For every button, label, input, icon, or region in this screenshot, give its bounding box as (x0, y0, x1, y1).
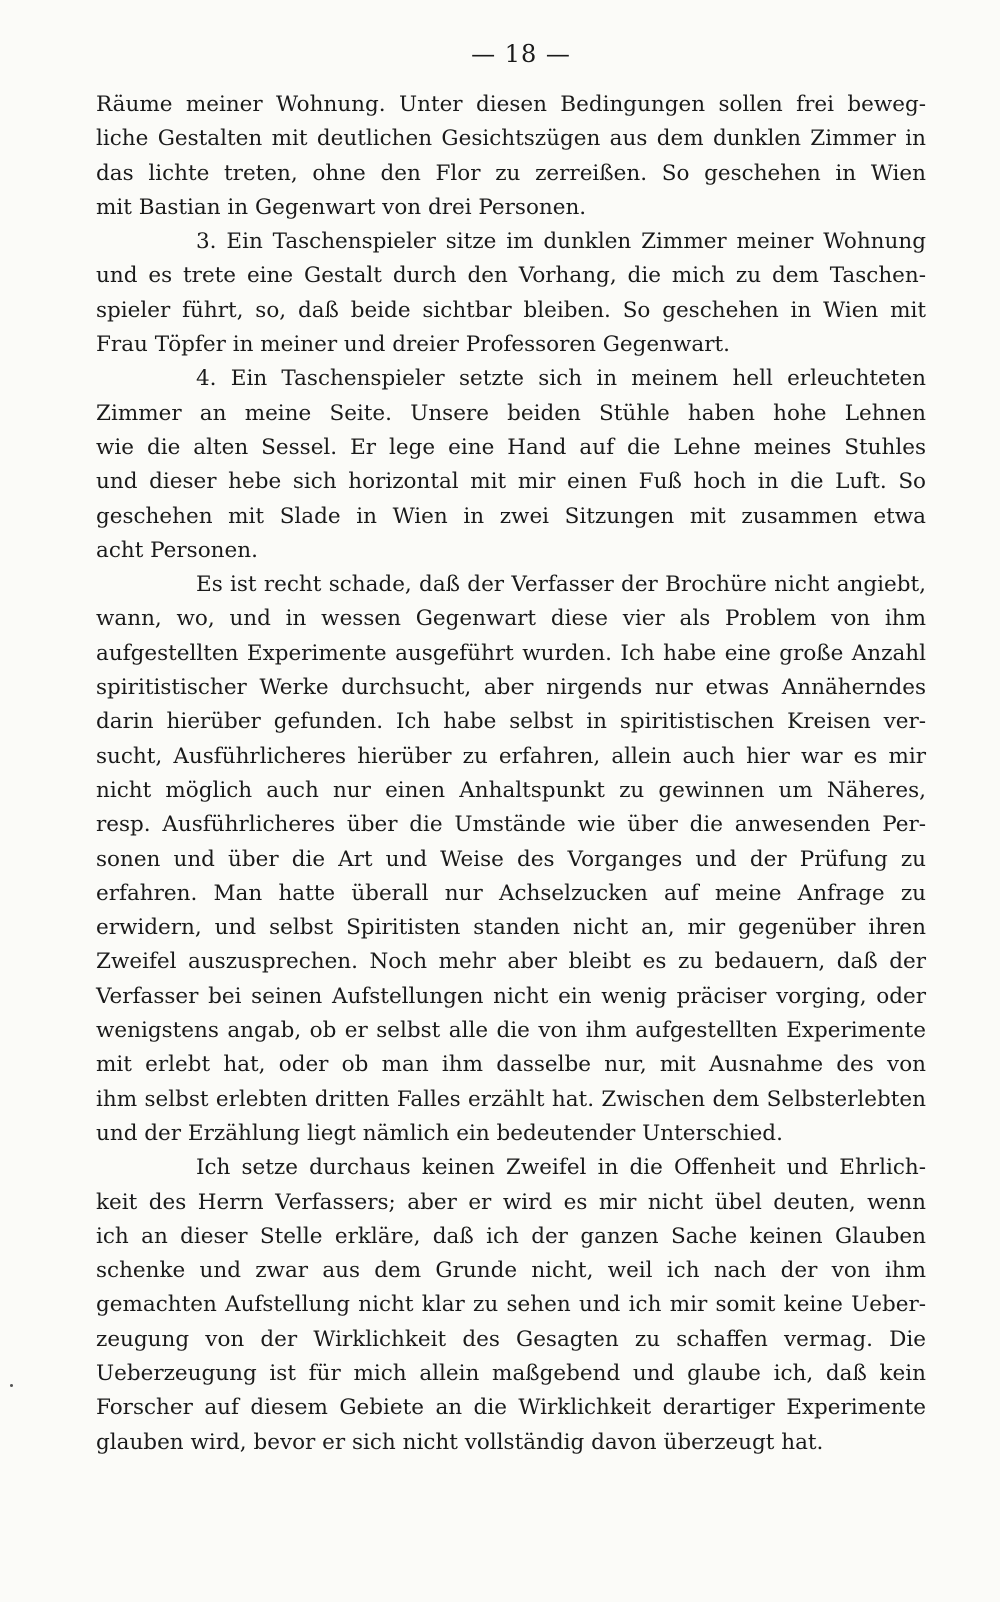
text-line: Räume meiner Wohnung. Unter diesen Bedingungen sollen frei beweg- (96, 92, 926, 117)
text-line: glauben wird, bevor er sich nicht vollständig davon überzeugt hat. (96, 1429, 824, 1455)
text-line: Zimmer an meine Seite. Unsere beiden Stühle haben hohe Lehnen (96, 400, 926, 426)
text-line: erfahren. Man hatte überall nur Achselzucken auf meine Anfrage zu (96, 880, 926, 906)
text-line: sonen und über die Art und Weise des Vorganges und der Prüfung zu (96, 846, 926, 872)
text-line: schenke und zwar aus dem Grunde nicht, weil ich nach der von ihm (96, 1258, 926, 1284)
text-line: wann, wo, und in wessen Gegenwart diese vier als Problem von ihm (96, 606, 926, 632)
text-line: und der Erzählung liegt nämlich ein bedeutender Unterschied. (96, 1120, 783, 1146)
text-line: mit Bastian in Gegenwart von drei Personen. (96, 194, 587, 220)
text-line: spieler führt, so, daß beide sichtbar bleiben. So geschehen in Wien mit (96, 297, 926, 323)
text-line: Ich setze durchaus keinen Zweifel in die Offenheit und Ehrlich- (196, 1155, 926, 1181)
text-line: geschehen mit Slade in Wien in zwei Sitzungen mit zusammen etwa (96, 503, 926, 529)
text-line: wenigstens angab, ob er selbst alle die von ihm aufgestellten Experimente (96, 1018, 926, 1044)
text-line: 4. Ein Taschenspieler setzte sich in meinem hell erleuchteten (196, 366, 926, 392)
text-line: nicht möglich auch nur einen Anhaltspunkt zu gewinnen um Näheres, (96, 777, 926, 803)
text-line: zeugung von der Wirklichkeit des Gesagten zu schaffen vermag. Die (96, 1326, 926, 1352)
text-line: resp. Ausführlicheres über die Umstände wie über die anwesenden Per- (96, 812, 926, 838)
text-line: Forscher auf diesem Gebiete an die Wirklichkeit derartiger Experimente (96, 1395, 926, 1421)
text-line: mit erlebt hat, oder ob man ihm dasselbe nur, mit Ausnahme des von (96, 1052, 926, 1078)
text-line: und es trete eine Gestalt durch den Vorhang, die mich zu dem Taschen- (96, 263, 926, 289)
text-line: erwidern, und selbst Spiritisten standen nicht an, mir gegenüber ihren (96, 915, 926, 941)
text-line: gemachten Aufstellung nicht klar zu sehen und ich mir somit keine Ueber- (96, 1292, 926, 1318)
text-line: aufgestellten Experimente ausgeführt wurden. Ich habe eine große Anzahl (96, 640, 926, 666)
text-line: Zweifel auszusprechen. Noch mehr aber bleibt es zu bedauern, daß der (96, 949, 926, 975)
text-line: ihm selbst erlebten dritten Falles erzählt hat. Zwischen dem Selbsterlebten (96, 1086, 926, 1112)
text-line: acht Personen. (96, 537, 258, 563)
text-line: Frau Töpfer in meiner und dreier Professoren Gegenwart. (96, 332, 730, 358)
text-line: ich an dieser Stelle erkläre, daß ich der ganzen Sache keinen Glauben (96, 1223, 926, 1249)
page-number: — 18 — (471, 40, 571, 68)
text-line: wie die alten Sessel. Er lege eine Hand auf die Lehne meines Stuhles (96, 434, 926, 460)
scan-speck (10, 1384, 13, 1387)
text-line: spiritistischer Werke durchsucht, aber nirgends nur etwas Annäherndes (96, 675, 926, 701)
text-line: sucht, Ausführlicheres hierüber zu erfahren, allein auch hier war es mir (96, 743, 926, 769)
text-line: liche Gestalten mit deutlichen Gesichtszügen aus dem dunklen Zimmer in (96, 126, 926, 152)
text-line: Ueberzeugung ist für mich allein maßgebend und glaube ich, daß kein (96, 1360, 926, 1386)
text-line: Es ist recht schade, daß der Verfasser der Brochüre nicht angiebt, (196, 572, 926, 598)
page-body (96, 40, 926, 1460)
text-line: Verfasser bei seinen Aufstellungen nicht ein wenig präciser vorging, oder (96, 983, 926, 1009)
text-line: und dieser hebe sich horizontal mit mir einen Fuß hoch in die Luft. So (96, 469, 926, 495)
text-line: das lichte treten, ohne den Flor zu zerreißen. So geschehen in Wien (96, 160, 926, 186)
text-line: keit des Herrn Verfassers; aber er wird es mir nicht übel deuten, wenn (96, 1189, 926, 1215)
text-line: darin hierüber gefunden. Ich habe selbst in spiritistischen Kreisen ver- (96, 709, 926, 735)
text-line: 3. Ein Taschenspieler sitze im dunklen Zimmer meiner Wohnung (196, 229, 926, 255)
